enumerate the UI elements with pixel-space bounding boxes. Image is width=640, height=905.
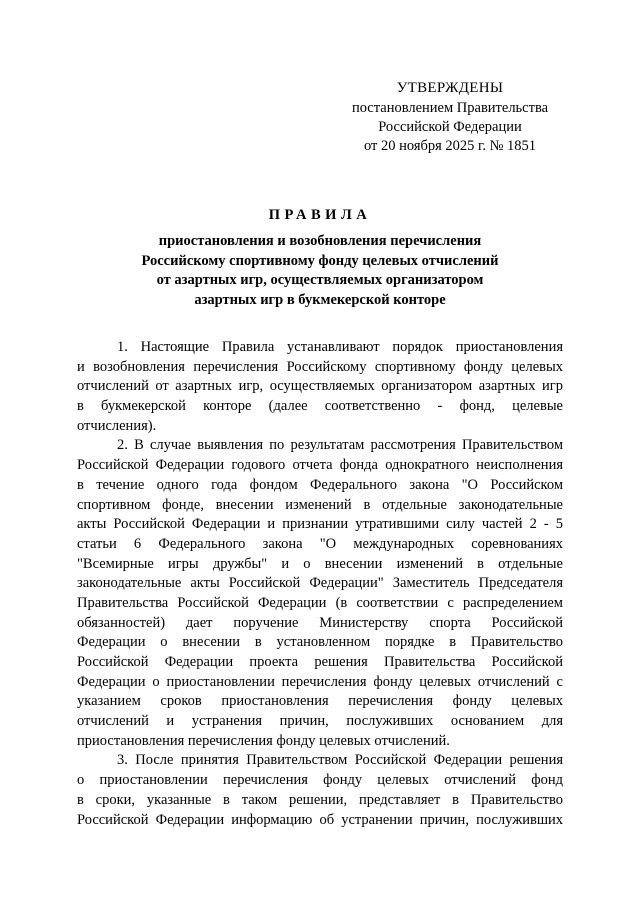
text-line: в сроки, указанные в таком решении, представляет в Правительство <box>77 791 563 808</box>
approval-line: постановлением Правительства <box>351 100 549 116</box>
text-line: отчислений и устранения причин, послуживших основанием для <box>77 713 563 730</box>
paragraph-3 <box>77 751 563 830</box>
paragraph-1 <box>77 338 563 436</box>
text-line: Федерации о приостановлении перечисления фонду целевых отчислений с <box>77 673 563 690</box>
text-line: приостановления перечисления фонду целевых отчислений. <box>77 732 450 749</box>
text-line: статьи 6 Федерального закона "О международных соревнованиях <box>77 535 563 552</box>
text-line: Российской Федерации годового отчета фонда однократного неисполнения <box>77 457 563 474</box>
text-line: в течение одного года фондом Федерального закона "О Российском <box>77 476 563 493</box>
approval-heading: УТВЕРЖДЕНЫ <box>396 80 504 96</box>
text-line: 2. В случае выявления по результатам рассмотрения Правительством <box>117 437 563 454</box>
approval-line: Российской Федерации <box>378 119 522 135</box>
document-title: ПРАВИЛА <box>268 207 372 223</box>
document-body <box>77 338 563 830</box>
text-line: законодательные акты Российской Федерации" Заместитель Председателя <box>77 575 563 592</box>
text-line: Правительства Российской Федерации (в соответствии с распределением <box>77 594 563 611</box>
text-line: отчислений от азартных игр, осуществляемых организатором азартных игр <box>77 378 563 395</box>
text-line: отчисления). <box>77 417 157 434</box>
paragraph-2 <box>77 436 563 751</box>
text-line: о приостановлении перечисления фонду целевых отчислений фонд <box>77 772 563 789</box>
subtitle-line: Российскому спортивному фонду целевых отчислений <box>141 252 499 269</box>
text-line: "Всемирные игры дружбы" и о внесении изменений в отдельные <box>77 555 563 572</box>
text-line: Российской Федерации проекта решения Правительства Российской <box>77 654 563 670</box>
text-line: в букмекерской конторе (далее соответственно - фонд, целевые <box>77 398 563 415</box>
text-line: акты Российской Федерации и признании утратившими силу частей 2 - 5 <box>77 516 563 533</box>
text-line: указанием сроков приостановления перечисления фонду целевых <box>77 693 563 710</box>
text-line: 1. Настоящие Правила устанавливают порядок приостановления <box>117 339 563 355</box>
subtitle-line: азартных игр в букмекерской конторе <box>194 291 446 308</box>
text-line: обязанностей) дает поручение Министерству спорта Российской <box>77 614 563 631</box>
approval-date-line: от 20 ноября 2025 г. № 1851 <box>363 138 537 154</box>
text-line: Российской Федерации информацию об устранении причин, послуживших <box>77 811 563 828</box>
subtitle-line: от азартных игр, осуществляемых организатором <box>156 272 484 288</box>
text-line: спортивном фонде, внесении изменений в отдельные законодательные <box>77 496 563 513</box>
text-line: Федерации о внесении в установленном порядке в Правительство <box>77 634 563 651</box>
approval-block <box>330 79 570 156</box>
subtitle-line: приостановления и возобновления перечисления <box>158 233 482 249</box>
text-line: 3. После принятия Правительством Российской Федерации решения <box>117 752 563 769</box>
document-subtitle <box>60 232 580 310</box>
text-line: и возобновления перечисления Российскому спортивному фонду целевых <box>77 358 563 375</box>
